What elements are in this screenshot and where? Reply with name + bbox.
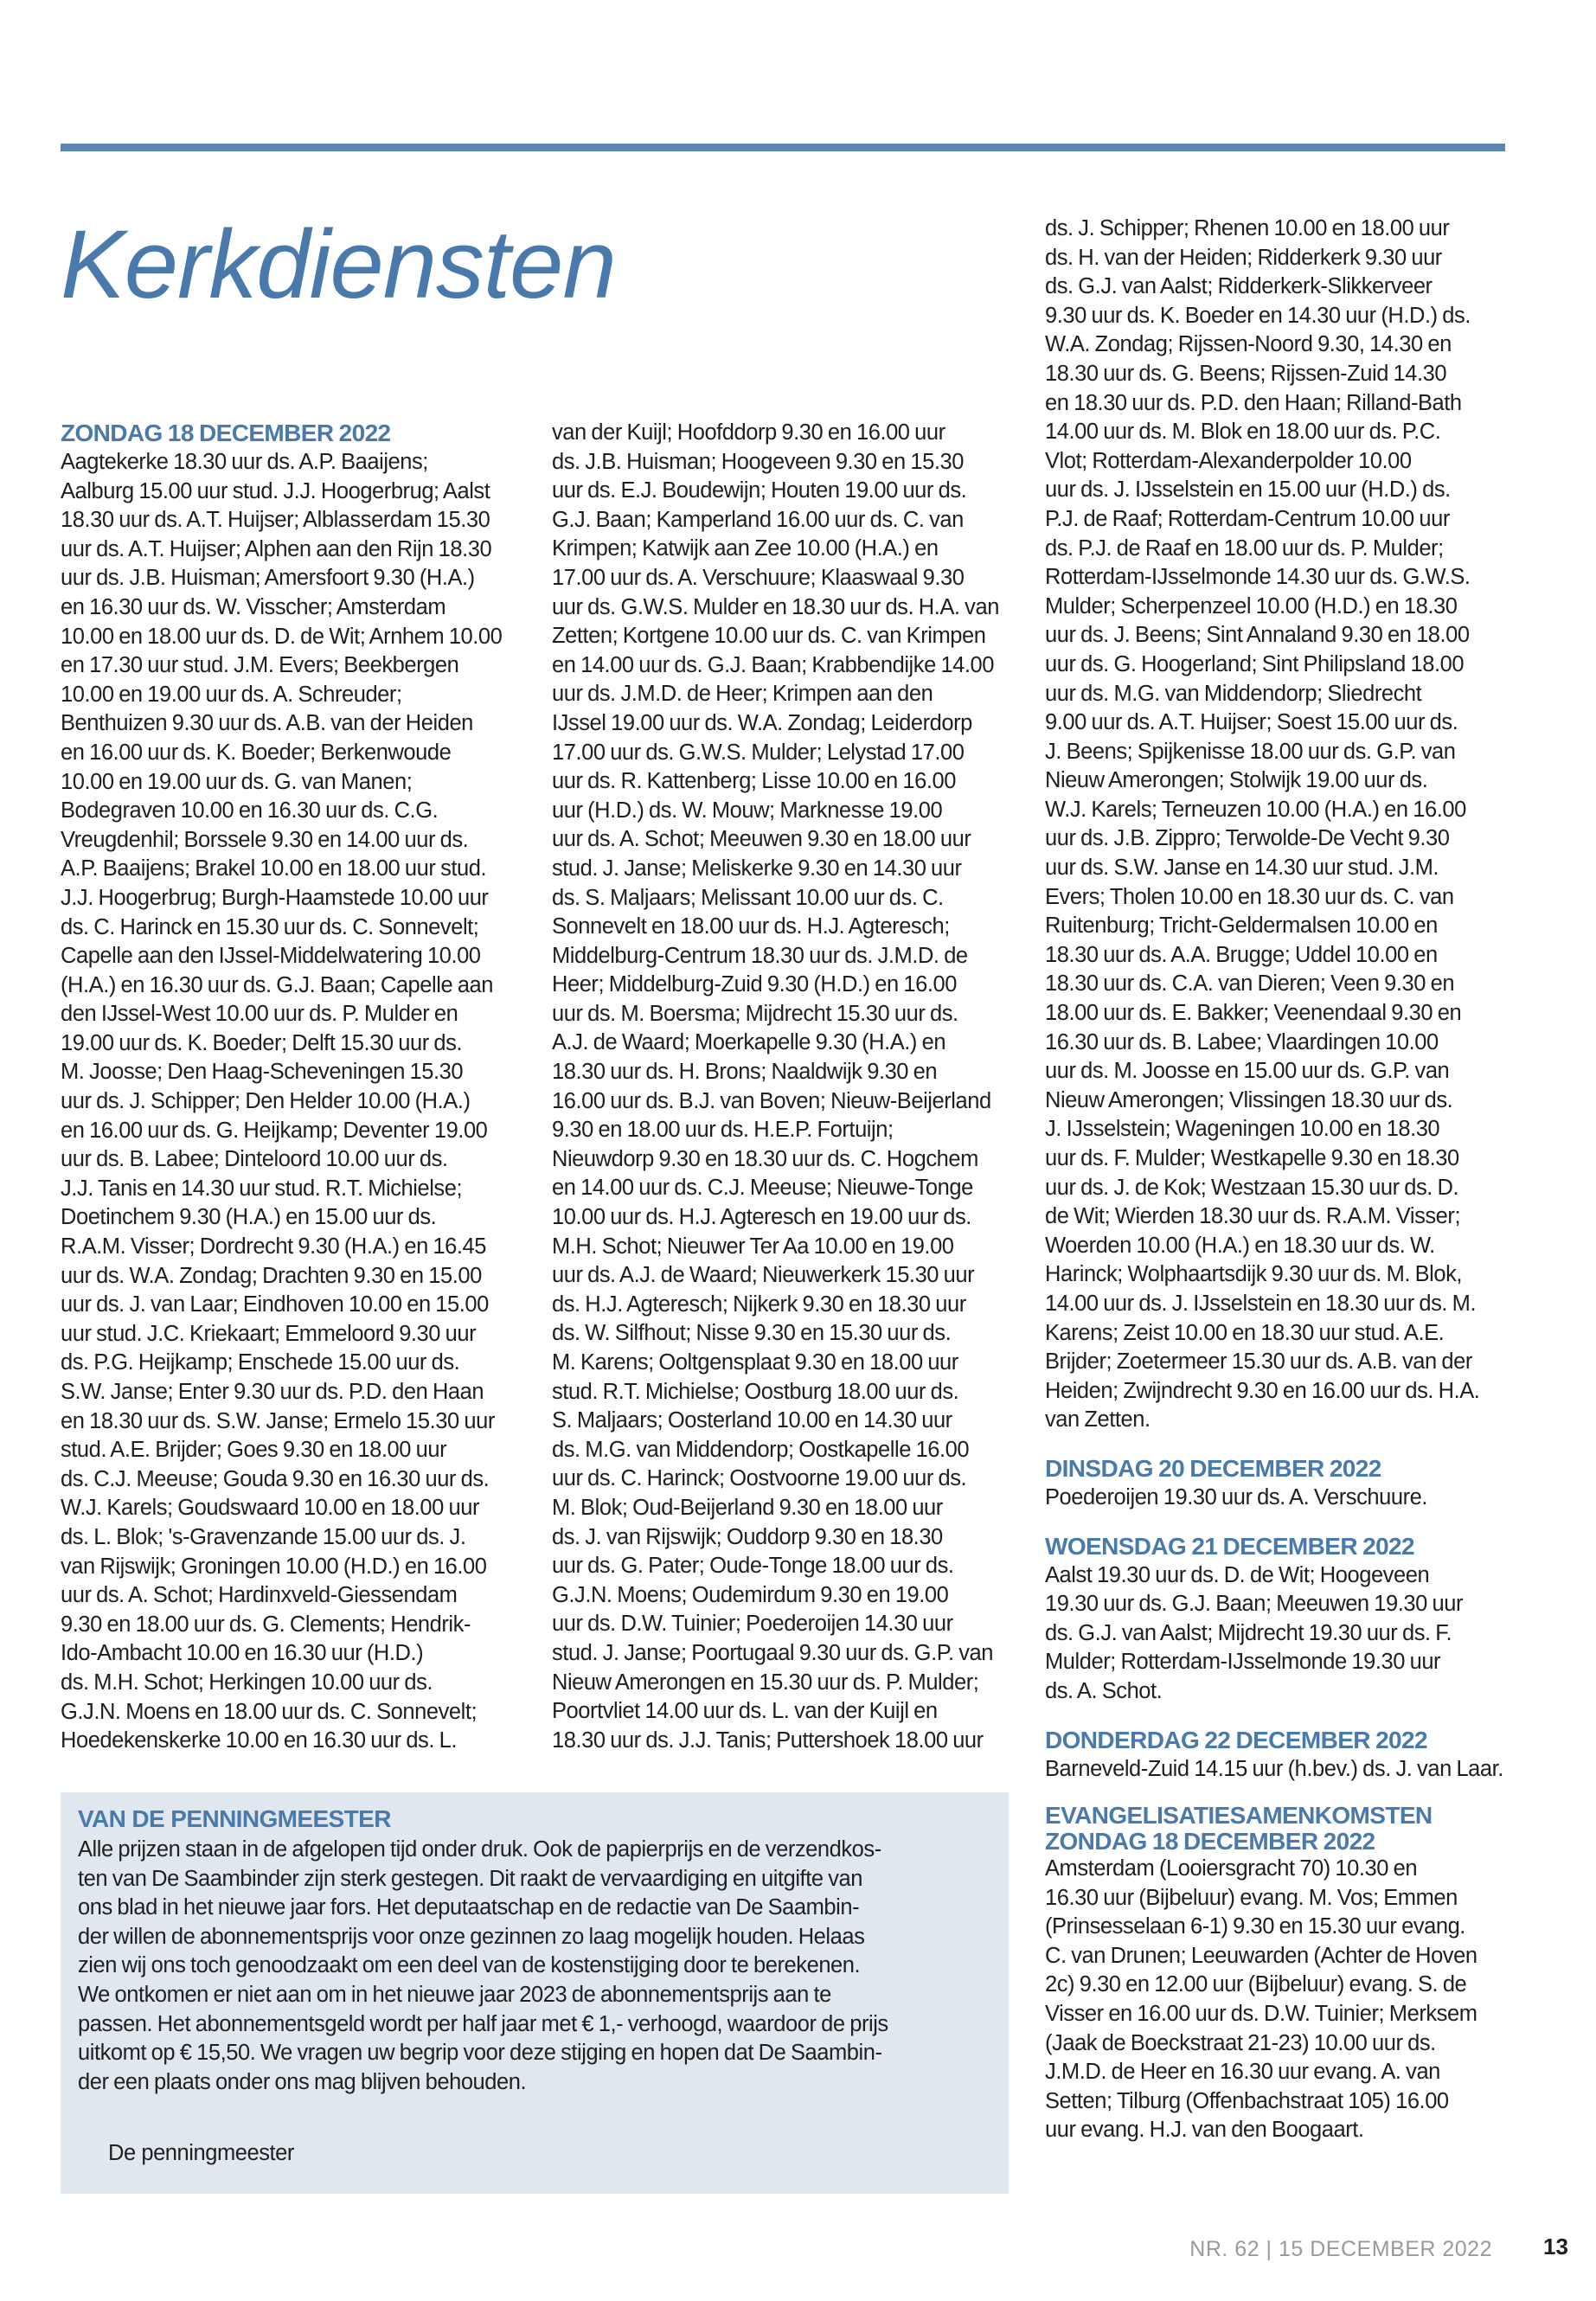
top-rule [61, 144, 1505, 151]
section-heading-evangelisation: EVANGELISATIESAMENKOMSTEN ZONDAG 18 DECEMBER 2022 [1045, 1802, 1433, 1856]
treasurer-signature: De penningmeester [108, 2141, 294, 2165]
wednesday-services: Aalst 19.30 uur ds. D. de Wit; Hoogeveen 19.30 uur ds. G.J. Baan; Meeuwen 19.30 uur ds. G.J. van Aalst; Mijdrecht 19.30 uur ds. F. Mulder; Rotterdam-IJsselmonde 19.30 uur ds. A. Schot. [1045, 1562, 1464, 1703]
sunday-services-part-1: Aagtekerke 18.30 uur ds. A.P. Baaijens; Aalburg 15.00 uur stud. J.J. Hoogerbrug; Aalst 18.30 uur ds. A.T. Huijser; Alblasserdam 15.30 uur ds. A.T. Huijser; Alphen aan den Rijn 18.30 uur ds. J.B. Huisman; Amersfoort 9.30 (H.A.) en 16.30 uur ds. W. Visscher; Amsterdam 10.00 en 18.00 uur ds. D. de Wit; Arnhem 10.00 en 17.30 uur stud. J.M. Evers; Beekbergen 10.00 en 19.00 uur ds. A. Schreuder; Benthuizen 9.30 uur ds. A.B. van der Heiden en 16.00 uur ds. K. Boeder; Berkenwoude 10.00 en 19.00 uur ds. G. van Manen; Bodegraven 10.00 en 16.30 uur ds. C.G. Vreugdenhil; Borssele 9.30 en 14.00 uur ds. A.P. Baaijens; Brakel 10.00 en 18.00 uur stud. J.J. Hoogerbrug; Burgh-Haamstede 10.00 uur ds. C. Harinck en 15.30 uur ds. C. Sonnevelt; Capelle aan den IJssel-Middelwatering 10.00 (H.A.) en 16.30 uur ds. G.J. Baan; Capelle aan den IJssel-West 10.00 uur ds. P. Mulder en 19.00 uur ds. K. Boeder; Delft 15.30 uur ds. M. Joosse; Den Haag-Scheveningen 15.30 uur ds. J. Schipper; Den Helder 10.00 (H.A.) en 16.00 uur ds. G. Heijkamp; Deventer 19.00 uur ds. B. Labee; Dinteloord 10.00 uur ds. J.J. Tanis en 14.30 uur stud. R.T. Michielse; Doetinchem 9.30 (H.A.) en 15.00 uur ds. R.A.M. Visser; Dordrecht 9.30 (H.A.) en 16.45 uur ds. W.A. Zondag; Drachten 9.30 en 15.00 uur ds. J. van Laar; Eindhoven 10.00 en 15.00 uur stud. J.C. Kriekaart; Emmeloord 9.30 uur ds. P.G. Heijkamp; Enschede 15.00 uur ds. S.W. Janse; Enter 9.30 uur ds. P.D. den Haan en 18.30 uur ds. S.W. Janse; Ermelo 15.30 uur stud. A.E. Brijder; Goes 9.30 en 18.00 uur ds. C.J. Meeuse; Gouda 9.30 en 16.30 uur ds. W.J. Karels; Goudswaard 10.00 en 18.00 uur ds. L. Blok; 's-Gravenzande 15.00 uur ds. J. van Rijswijk; Groningen 10.00 (H.D.) en 16.00 uur ds. A. Schot; Hardinxveld-Giessendam 9.30 en 18.00 uur ds. G. Clements; Hendrik- Ido-Ambacht 10.00 en 16.30 uur (H.D.) ds. M.H. Schot; Herkingen 10.00 uur ds. G.J.N. Moens en 18.00 uur ds. C. Sonnevelt; Hoedekenskerke 10.00 en 16.30 uur ds. L. [61, 450, 503, 1753]
section-heading-tuesday: DINSDAG 20 DECEMBER 2022 [1045, 1454, 1381, 1482]
sunday-services-part-2: van der Kuijl; Hoofddorp 9.30 en 16.00 uur ds. J.B. Huisman; Hoogeveen 9.30 en 15.30 uur ds. E.J. Boudewijn; Houten 19.00 uur ds. G.J. Baan; Kamperland 16.00 uur ds. C. van Krimpen; Katwijk aan Zee 10.00 (H.A.) en 17.00 uur ds. A. Verschuure; Klaaswaal 9.30 uur ds. G.W.S. Mulder en 18.30 uur ds. H.A. van Zetten; Kortgene 10.00 uur ds. C. van Krimpen en 14.00 uur ds. G.J. Baan; Krabbendijke 14.00 uur ds. J.M.D. de Heer; Krimpen aan den IJssel 19.00 uur ds. W.A. Zondag; Leiderdorp 17.00 uur ds. G.W.S. Mulder; Lelystad 17.00 uur ds. R. Kattenberg; Lisse 10.00 en 16.00 uur (H.D.) ds. W. Mouw; Marknesse 19.00 uur ds. A. Schot; Meeuwen 9.30 en 18.00 uur stud. J. Janse; Meliskerke 9.30 en 14.30 uur ds. S. Maljaars; Melissant 10.00 uur ds. C. Sonnevelt en 18.00 uur ds. H.J. Agteresch; Middelburg-Centrum 18.30 uur ds. J.M.D. de Heer; Middelburg-Zuid 9.30 (H.D.) en 16.00 uur ds. M. Boersma; Mijdrecht 15.30 uur ds. A.J. de Waard; Moerkapelle 9.30 (H.A.) en 18.30 uur ds. H. Brons; Naaldwijk 9.30 en 16.00 uur ds. B.J. van Boven; Nieuw-Beijerland 9.30 en 18.00 uur ds. H.E.P. Fortuijn; Nieuwdorp 9.30 en 18.30 uur ds. C. Hogchem en 14.00 uur ds. C.J. Meeuse; Nieuwe-Tonge 10.00 uur ds. H.J. Agteresch en 19.00 uur ds. M.H. Schot; Nieuwer Ter Aa 10.00 en 19.00 uur ds. A.J. de Waard; Nieuwerkerk 15.30 uur ds. H.J. Agteresch; Nijkerk 9.30 en 18.30 uur ds. W. Silfhout; Nisse 9.30 en 15.30 uur ds. M. Karens; Ooltgensplaat 9.30 en 18.00 uur stud. R.T. Michielse; Oostburg 18.00 uur ds. S. Maljaars; Oosterland 10.00 en 14.30 uur ds. M.G. van Middendorp; Oostkapelle 16.00 uur ds. C. Harinck; Oostvoorne 19.00 uur ds. M. Blok; Oud-Beijerland 9.30 en 18.00 uur ds. J. van Rijswijk; Ouddorp 9.30 en 18.30 uur ds. G. Pater; Oude-Tonge 18.00 uur ds. G.J.N. Moens; Oudemirdum 9.30 en 19.00 uur ds. D.W. Tuinier; Poederoijen 14.30 uur stud. J. Janse; Poortugaal 9.30 uur ds. G.P. van Nieuw Amerongen en 15.30 uur ds. P. Mulder; Poortvliet 14.00 uur ds. L. van der Kuijl en 18.30 uur ds. J.J. Tanis; Puttershoek 18.00 uur [552, 420, 999, 1753]
page-number: 13 [1543, 2234, 1568, 2259]
sunday-services-part-3: ds. J. Schipper; Rhenen 10.00 en 18.00 uur ds. H. van der Heiden; Ridderkerk 9.30 uur ds. G.J. van Aalst; Ridderkerk-Slikkerveer 9.30 uur ds. K. Boeder en 14.30 uur (H.D.) ds. W.A. Zondag; Rijssen-Noord 9.30, 14.30 en 18.30 uur ds. G. Beens; Rijssen-Zuid 14.30 en 18.30 uur ds. P.D. den Haan; Rilland-Bath 14.00 uur ds. M. Blok en 18.00 uur ds. P.C. Vlot; Rotterdam-Alexanderpolder 10.00 uur ds. J. IJsselstein en 15.00 uur (H.D.) ds. P.J. de Raaf; Rotterdam-Centrum 10.00 uur ds. P.J. de Raaf en 18.00 uur ds. P. Mulder; Rotterdam-IJsselmonde 14.30 uur ds. G.W.S. Mulder; Scherpenzeel 10.00 (H.D.) en 18.30 uur ds. J. Beens; Sint Annaland 9.30 en 18.00 uur ds. G. Hoogerland; Sint Philipsland 18.00 uur ds. M.G. van Middendorp; Sliedrecht 9.00 uur ds. A.T. Huijser; Soest 15.00 uur ds. J. Beens; Spijkenisse 18.00 uur ds. G.P. van Nieuw Amerongen; Stolwijk 19.00 uur ds. W.J. Karels; Terneuzen 10.00 (H.A.) en 16.00 uur ds. J.B. Zippro; Terwolde-De Vecht 9.30 uur ds. S.W. Janse en 14.30 uur stud. J.M. Evers; Tholen 10.00 en 18.30 uur ds. C. van Ruitenburg; Tricht-Geldermalsen 10.00 en 18.30 uur ds. A.A. Brugge; Uddel 10.00 en 18.30 uur ds. C.A. van Dieren; Veen 9.30 en 18.00 uur ds. E. Bakker; Veenendaal 9.30 en 16.30 uur ds. B. Labee; Vlaardingen 10.00 uur ds. M. Joosse en 15.00 uur ds. G.P. van Nieuw Amerongen; Vlissingen 18.30 uur ds. J. IJsselstein; Wageningen 10.00 en 18.30 uur ds. F. Mulder; Westkapelle 9.30 en 18.30 uur ds. J. de Kok; Westzaan 15.30 uur ds. D. de Wit; Wierden 18.30 uur ds. R.A.M. Visser; Woerden 10.00 (H.A.) en 18.30 uur ds. W. Harinck; Wolphaartsdijk 9.30 uur ds. M. Blok, 14.00 uur ds. J. IJsselstein en 18.30 uur ds. M. Karens; Zeist 10.00 en 18.30 uur stud. A.E. Brijder; Zoetermeer 15.30 uur ds. A.B. van der Heiden; Zwijndrecht 9.30 en 16.00 uur ds. H.A. van Zetten. [1045, 216, 1480, 1433]
section-heading-wednesday: WOENSDAG 21 DECEMBER 2022 [1045, 1532, 1415, 1560]
treasurer-text: Alle prijzen staan in de afgelopen tijd onder druk. Ook de papierprijs en de verzendkos- ten van De Saambinder zijn sterk gestegen. Dit raakt de vervaardiging en uitgifte van ons blad in het nieuwe jaar fors. Het deputaatschap en de redactie van De Saambin- der willen de abonnementsprijs voor onze gezinnen zo laag mogelijk houden. Helaas zien wij ons toch genoodzaakt om een deel van de kostenstijging door te berekenen. We ontkomen er niet aan om in het nieuwe jaar 2023 de abonnementsprijs aan te passen. Het abonnementsgeld wordt per half jaar met € 1,- verhoogd, waardoor de prijs uitkomt op € 15,50. We vragen uw begrip voor deze stijging en hopen dat De Saambin- der een plaats onder ons mag blijven behouden. [78, 1837, 888, 2094]
issue-footer: NR. 62 | 15 DECEMBER 2022 [1189, 2237, 1492, 2261]
section-heading-thursday: DONDERDAG 22 DECEMBER 2022 [1045, 1726, 1427, 1753]
treasurer-heading: VAN DE PENNINGMEESTER [78, 1805, 391, 1832]
column-1 [61, 419, 528, 1756]
column-3 [1045, 215, 1516, 2145]
section-heading-sunday: ZONDAG 18 DECEMBER 2022 [61, 420, 391, 446]
thursday-services: Barneveld-Zuid 14.15 uur (h.bev.) ds. J. van Laar. [1045, 1756, 1503, 1781]
treasurer-notice [61, 1792, 1009, 2194]
evangelisation-meetings: Amsterdam (Looiersgracht 70) 10.30 en 16.30 uur (Bijbeluur) evang. M. Vos; Emmen (Prinsesselaan 6-1) 9.30 en 15.30 uur evang. C. van Drunen; Leeuwarden (Achter de Hoven 2c) 9.30 en 12.00 uur (Bijbeluur) evang. S. de Visser en 16.00 uur ds. D.W. Tuinier; Merksem (Jaak de Boeckstraat 21-23) 10.00 uur ds. J.M.D. de Heer en 16.30 uur evang. A. van Setten; Tilburg (Offenbachstraat 105) 16.00 uur evang. H.J. van den Boogaart. [1045, 1856, 1477, 2143]
page-title: Kerkdiensten [61, 210, 616, 318]
column-2 [552, 419, 1019, 1755]
tuesday-services: Poederoijen 19.30 uur ds. A. Verschuure. [1045, 1484, 1427, 1509]
